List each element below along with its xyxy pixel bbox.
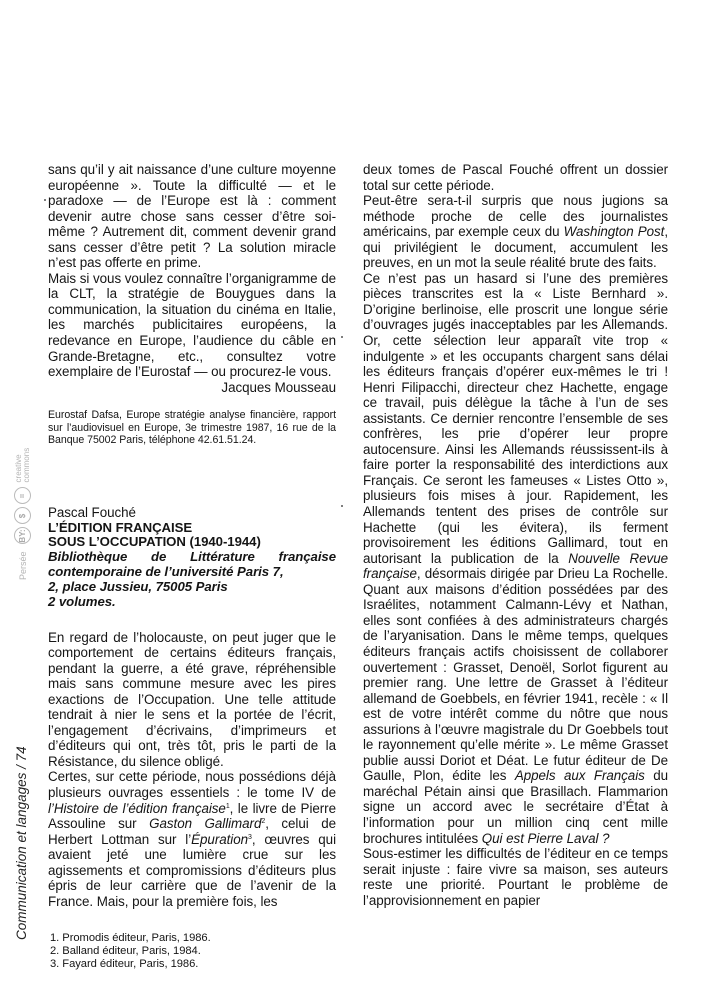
footnote-ref[interactable]: 1 <box>225 802 230 810</box>
footnote: 2. Balland éditeur, Paris, 1984. <box>50 944 201 957</box>
author-signature: Jacques Mousseau <box>221 379 336 395</box>
publication-title: Qui est Pierre Laval ? <box>481 830 610 846</box>
publication-title: Nouvelle Revue française <box>363 550 668 582</box>
article-paragraph: Mais si vous voulez connaître l’organigramme de la CLT, la stratégie de Bouygues dans la communication, la situation du cinéma en Italie, les marchés publicitaires européens, la redevance en Europe, l’audience du câble en Grande-Bretagne, etc., consultez votre exemplaire de l’Eurostaf — ou procurez-le vous. <box>48 270 336 380</box>
cc-noncommercial-icon: $ <box>14 507 31 524</box>
left-column <box>48 162 336 970</box>
publication-title: Washington Post <box>563 224 665 240</box>
book-publisher: Bibliothèque de Littérature française contemporaine de l’université Paris 7, <box>48 548 336 579</box>
journal-page-reference: Communication et langages / 74 <box>14 746 29 940</box>
right-column <box>363 162 668 908</box>
article-paragraph: Peut-être sera-t-il surpris que nous jugions sa méthode proche de celle des journalistes américains, par exemple ceux du Washington Post, qui privilégient le document, accumulent les preuves, en un mot la seule réalité brute des faits. <box>363 193 668 271</box>
print-speck <box>341 505 343 507</box>
book-title-line-2: SOUS L’OCCUPATION (1940-1944) <box>48 533 261 549</box>
cc-by-icon: BY: <box>14 527 31 544</box>
footnote-ref[interactable]: 3 <box>248 833 252 841</box>
print-speck <box>44 199 46 201</box>
footnote: 3. Fayard éditeur, Paris, 1986. <box>50 957 199 970</box>
book-volumes: 2 volumes. <box>48 593 116 609</box>
article-paragraph: Sous-estimer les difficultés de l’éditeur en ce temps serait injuste : faire vivre sa maison, ses auteurs reste une priorité. Pourtant le problème de l’approvisionnement en papier <box>363 846 668 908</box>
book-title-line-1: L’ÉDITION FRANÇAISE <box>48 519 193 535</box>
book-address: 2, place Jussieu, 75005 Paris <box>48 578 228 594</box>
footnote: 1. Promodis éditeur, Paris, 1986. <box>50 932 211 945</box>
cited-work-title: Épuration <box>191 831 249 847</box>
cited-work-title: Gaston Gallimard <box>149 816 262 832</box>
footnote-ref[interactable]: 2 <box>261 818 266 826</box>
review-paragraph: En regard de l’holocauste, on peut juger que le comportement de certains éditeurs français, pendant la guerre, a été grave, répréhensible mais sans commune mesure avec les pires exactions de l’Occupation. Une telle attitude tendrait à nier le sens et la portée de l’écrit, l’engagement d’écrivains, d’imprimeurs et d’éditeurs qui ont, très tôt, pris le parti de la Résistance, du silence obligé. <box>48 629 336 769</box>
creative-commons-logo-text: creative commons <box>14 447 31 483</box>
source-note: Eurostaf Dafsa, Europe stratégie analyse financière, rapport sur l’audiovisuel en Europe, 3e trimestre 1987, 16 rue de la Banque 75002 Paris, téléphone 42.61.51.24. <box>48 409 336 447</box>
review-body <box>48 630 336 910</box>
review-paragraph: Certes, sur cette période, nous possédions déjà plusieurs ouvrages essentiels : le tome IV de l’Histoire de l’édition française$^1$, le livre de Pierre Assouline sur Gaston Gallimard$^2$, celui de Herbert Lottman sur l’Épuration$^3$, œuvres qui avaient jeté une lumière crue sur les agissements et compromissions d’éditeurs plus épris de leur carrière que de l’avenir de la France. Mais, pour la première fois, les <box>48 769 336 909</box>
persee-label: Persée <box>17 551 28 580</box>
footnotes <box>48 932 336 970</box>
cc-noderivatives-icon: = <box>14 487 31 504</box>
publication-title: Appels aux Français <box>514 768 645 784</box>
article-paragraph: Ce n’est pas un hasard si l’une des premières pièces transcrites est la « Liste Bernhard ». D’origine berlinoise, elle proscrit une longue série d’ouvrages jugés inacceptables par les Allemands. Or, cette sélection leur apparaît vite trop « indulgente » et les occupants chargent sans délai les éditeurs français d’opérer eux-mêmes le tri ! Henri Filipacchi, directeur chez Hachette, engage ce travail, puis délègue la tâche à l’un de ses assistants. Ce dernier rencontre l’ensemble de ses confrères, les prie d’opérer leur propre autocensure. Ainsi les Allemands réussissent-ils à faire porter la responsabilité des interdictions aux Français. Ce seront les fameuses « Listes Otto », plusieurs fois mises à jour. Rapidement, les Allemands tentent des prises de contrôle sur Hachette (qui les évitera), ils ferment provisoirement les éditions Gallimard, tout en autorisant la publication de la Nouvelle Revue française, désormais dirigée par Drieu La Rochelle. Quant aux maisons d’édition possédées par des Israélites, notamment Calmann-Lévy et Nathan, elles sont confiées à des administrateurs chargés de l’aryanisation. Dans le même temps, quelques éditeurs français actifs choisissent de collaborer ouvertement : Grasset, Denoël, Sorlot figurent au premier rang. Une lettre de Grasset à l’éditeur allemand de Goebbels, en février 1941, recèle : « Il est de votre intérêt comme du nôtre que nous assurions à l’œuvre magistrale du Dr Goebbels tout le rayonnement qu’elle mérite ». Le même Grasset publie aussi Doriot et Déat. Le futur éditeur de De Gaulle, Plon, édite les Appels aux Français du maréchal Pétain ainsi que Brasillach. Flammarion signe un accord avec le secrétaire d’État à l’information pour un million cinq cent mille brochures intitulées Qui est Pierre Laval ? <box>363 270 668 846</box>
article-paragraph: deux tomes de Pascal Fouché offrent un dossier total sur cette période. <box>363 162 668 193</box>
article-paragraph: sans qu’il y ait naissance d’une culture moyenne européenne ». Toute la difficulté — et le paradoxe — de l’Europe est là : comment devenir autre chose sans cesser d’être soi-même ? Autrement dit, comment devenir grand sans cesser d’être petit ? La solution miracle n’est pas offerte en prime. <box>48 162 336 271</box>
cited-work-title: l’Histoire de l’édition française <box>48 800 226 816</box>
book-reference <box>48 505 336 609</box>
book-author: Pascal Fouché <box>48 504 136 520</box>
print-speck <box>341 336 343 338</box>
creative-commons-license-badge[interactable] <box>14 448 31 580</box>
